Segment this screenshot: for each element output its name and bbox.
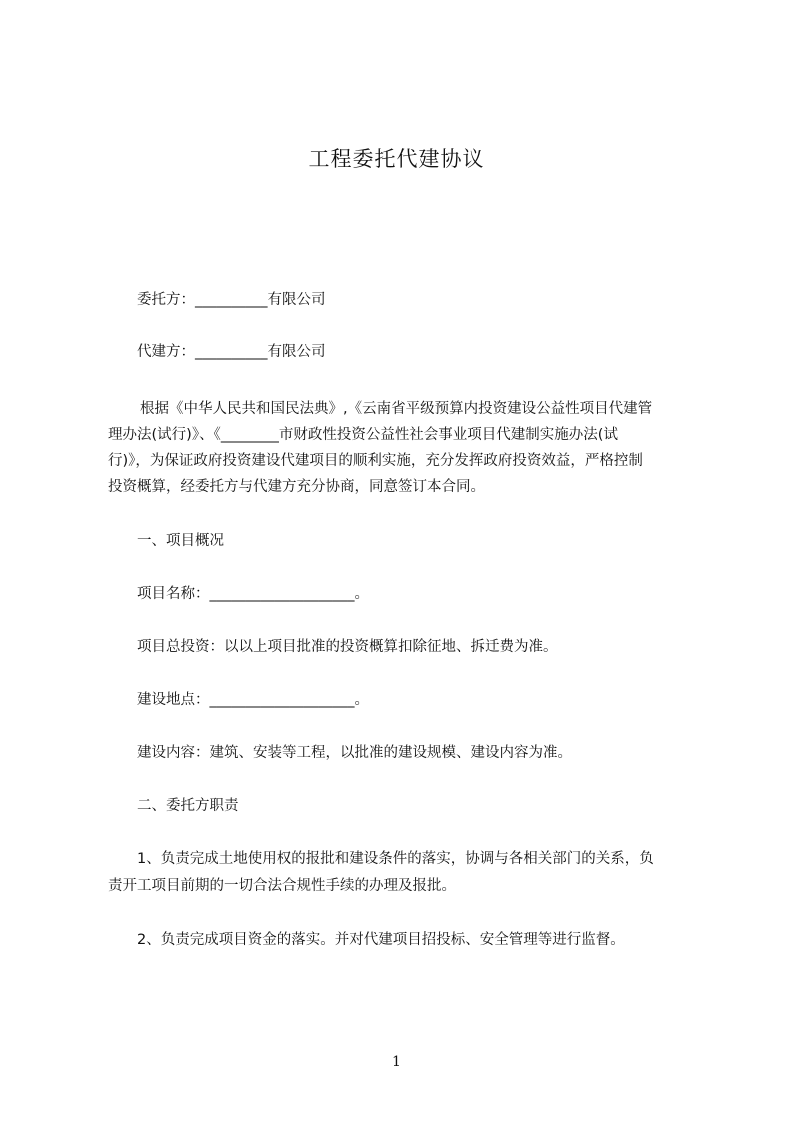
principal-party: 委托方：__________有限公司 bbox=[137, 292, 326, 308]
page-number: 1 bbox=[392, 1054, 401, 1070]
project-name: 项目名称：____________________。 bbox=[137, 586, 369, 602]
section1-heading: 一、项目概况 bbox=[137, 533, 224, 549]
project-location: 建设地点：____________________。 bbox=[137, 692, 369, 708]
project-content: 建设内容：建筑、安装等工程，以批准的建设规模、建设内容为准。 bbox=[137, 745, 572, 761]
section2-item1-line-1: 1、负责完成土地使用权的报批和建设条件的落实，协调与各相关部门的关系，负 bbox=[137, 851, 654, 867]
preamble-line-1: 根据《中华人民共和国民法典》,《云南省平级预算内投资建设公益性项目代建管 bbox=[140, 401, 653, 417]
preamble-line-4: 投资概算，经委托方与代建方充分协商，同意签订本合同。 bbox=[108, 479, 485, 495]
section2-item1-line-2: 责开工项目前期的一切合法合规性手续的办理及报批。 bbox=[108, 878, 456, 894]
preamble-line-2: 理办法(试行)》、《________市财政性投资公益性社会事业项目代建制实施办法(试 bbox=[108, 427, 618, 443]
preamble-line-3: 行)》，为保证政府投资建设代建项目的顺利实施，充分发挥政府投资效益，严格控制 bbox=[108, 453, 643, 469]
document-title: 工程委托代建协议 bbox=[308, 147, 485, 171]
project-total-investment: 项目总投资：以以上项目批准的投资概算扣除征地、拆迁费为准。 bbox=[137, 639, 558, 655]
agent-party: 代建方：__________有限公司 bbox=[137, 344, 326, 360]
section2-heading: 二、委托方职责 bbox=[137, 798, 239, 814]
section2-item2: 2、负责完成项目资金的落实。并对代建项目招投标、安全管理等进行监督。 bbox=[137, 932, 625, 948]
